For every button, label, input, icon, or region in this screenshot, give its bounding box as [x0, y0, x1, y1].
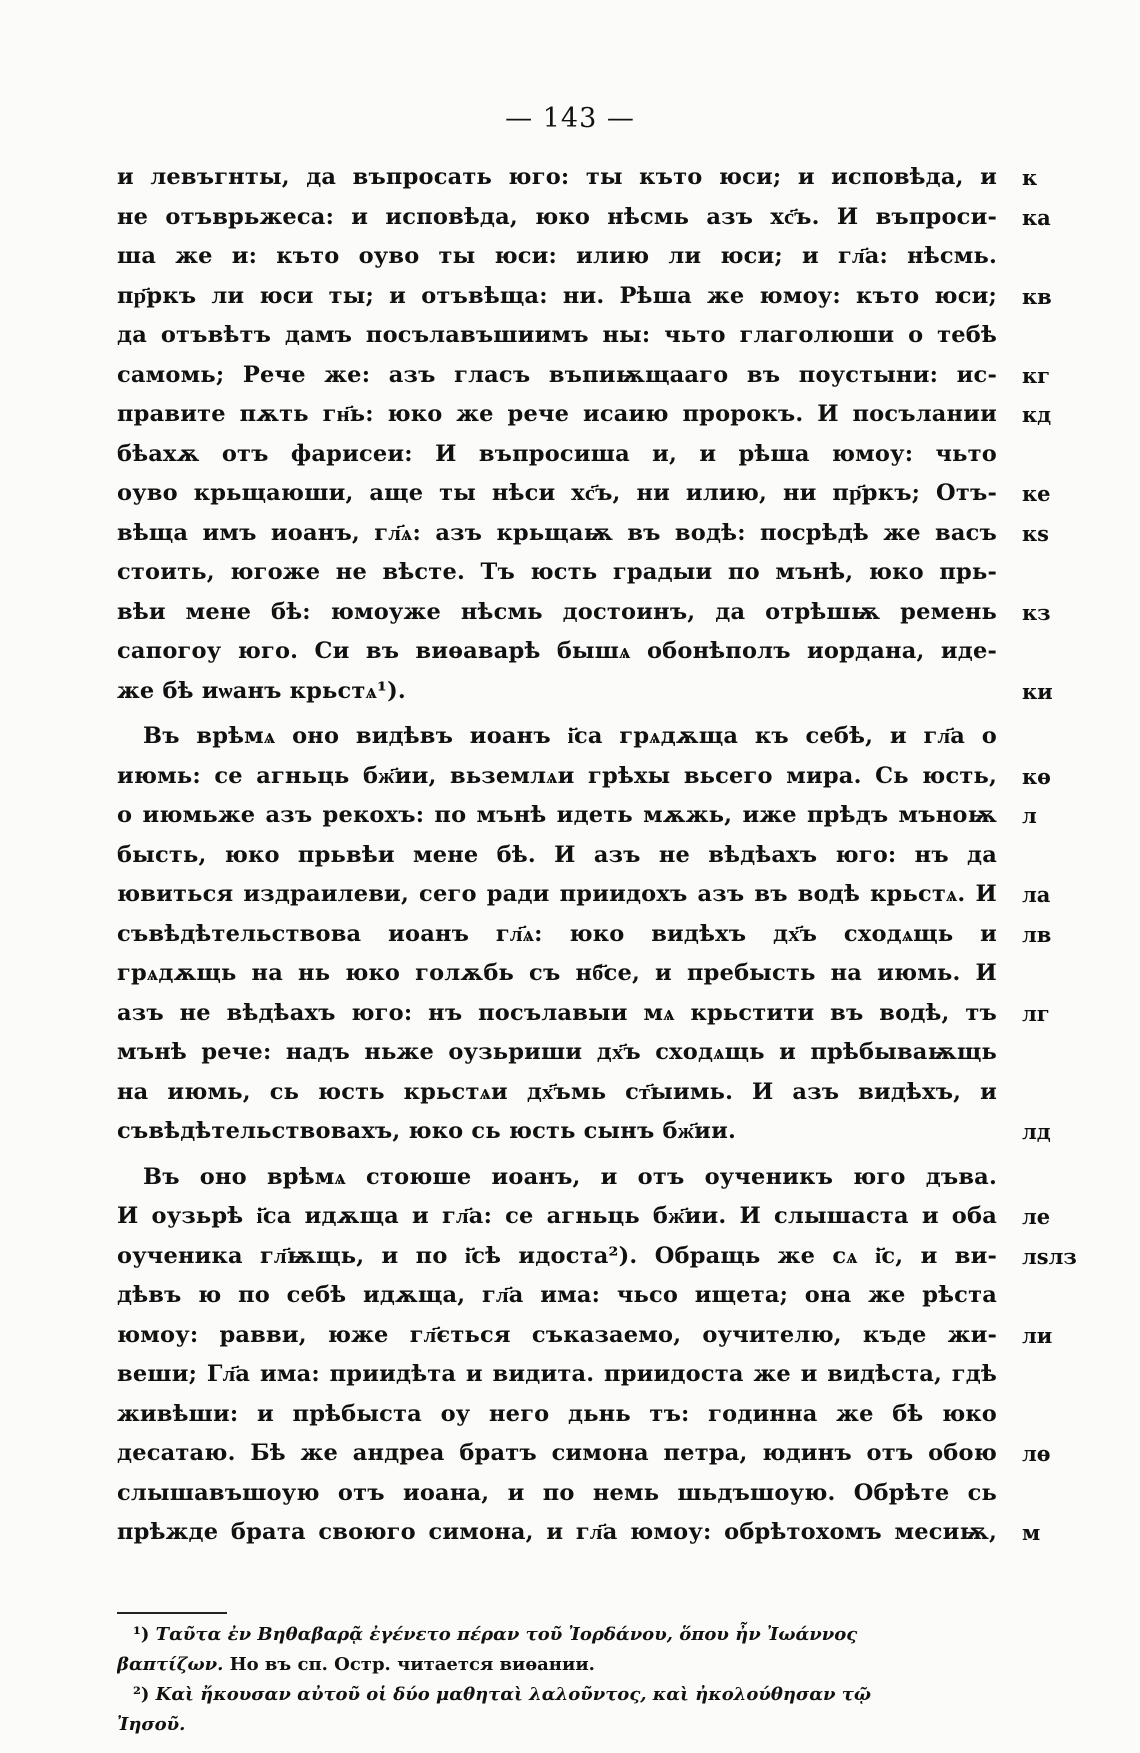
text-line: самомь; Рече же: азъ гласъ въпиѭщааго въ поустыни: ис-	[117, 361, 997, 388]
text-line: сапогоу юго. Си въ виѳаварѣ бышѧ обонѣполъ иордана, иде-	[117, 638, 997, 664]
text-line: ша же и: къто оуво ты юси: илию ли юси; и гл҃а: нѣсмь.	[117, 243, 997, 269]
footnote-marker: ²)	[133, 1684, 156, 1705]
verse-number	[1022, 1474, 1092, 1514]
verse-number	[1022, 1033, 1092, 1073]
verse-number	[1022, 717, 1092, 757]
text-line: И оузьрѣ і҃са идѫща и гл҃а: се агньць бж҃ии. И слышаста и оба	[117, 1203, 997, 1229]
text-line: оученика гл҃ѭщь, и по і҃сѣ идоста²). Обращь же сѧ і҃с, и ви-	[117, 1242, 997, 1269]
verse-number	[1022, 632, 1092, 672]
text-line: съвѣдѣтельствовахъ, юко сь юсть сынъ бж҃ии.	[117, 1118, 736, 1144]
text-line: оуво крьщаюши, аще ты нѣси хс҃ъ, ни илию, ни пр҃ркъ; Отъ-	[117, 480, 997, 506]
verse-number	[1022, 836, 1092, 876]
verse-number	[1022, 1395, 1092, 1435]
verse-number: ла	[1022, 882, 1051, 907]
text-line: живѣши: и прѣбыста оу него дьнь тъ: годинна же бѣ юко	[117, 1400, 997, 1427]
verse-number: лѕлз	[1022, 1243, 1077, 1269]
text-line: вѣща имъ иоанъ, гл҃ѧ: азъ крьщаѭ въ водѣ: посрѣдѣ же васъ	[117, 519, 997, 546]
verse-number: кг	[1022, 362, 1051, 388]
verse-number: лѳ	[1022, 1441, 1051, 1466]
text-line: дѣвъ ю по себѣ идѫща, гл҃а има: чьсо ищета; она же рѣста	[117, 1282, 997, 1308]
text-line: веши; Гл҃а има: приидѣта и видита. приидоста же и видѣста, гдѣ	[117, 1361, 997, 1387]
footnote-rule	[117, 1612, 227, 1614]
footnote-line	[117, 1650, 997, 1680]
text-line: мънѣ рече: надъ ньже оузьриши дх҃ъ сходѧщь и прѣбываѭщь	[117, 1039, 997, 1065]
page-number: — 143 —	[505, 103, 635, 134]
footnote-note: Но въ сп. Остр. читается виѳании.	[223, 1654, 595, 1675]
verse-number	[1022, 553, 1092, 593]
verse-number	[1022, 435, 1092, 475]
verse-number: ли	[1022, 1322, 1053, 1348]
footnote-text: Ταῦτα ἐν Βηθαβαρᾷ ἐγένετο πέραν τοῦ Ἰορδάνου, ὅπου ἦν Ἰωάννος	[155, 1624, 858, 1645]
footnote-text: βαπτίζων.	[117, 1654, 224, 1675]
verse-number: ле	[1022, 1204, 1051, 1229]
text-line: юмоу: равви, юже гл҃ється съказаемо, оучителю, къде жи-	[117, 1321, 997, 1348]
verse-number	[1022, 316, 1092, 356]
verse-markers-column	[1022, 158, 1092, 1553]
text-line: да отъвѣтъ дамъ посълавъшиимъ ны: чьто глаголюши о тебѣ	[117, 322, 997, 348]
verse-number: лв	[1022, 921, 1052, 947]
verse-number	[1022, 1276, 1092, 1316]
text-line: о июмьже азъ рекохъ: по мънѣ идеть мѫжь, иже прѣдъ мъноѭ	[117, 802, 997, 828]
verse-number: ки	[1022, 678, 1053, 704]
text-line: Въ оно врѣмѧ стоюше иоанъ, и отъ оученикъ юго дъва.	[143, 1163, 997, 1190]
footnote-marker: ¹)	[133, 1624, 156, 1645]
verse-number: кв	[1022, 283, 1052, 309]
text-line: на июмь, сь юсть крьстѧи дх҃ъмь ст҃ыимь. И азъ видѣхъ, и	[117, 1078, 997, 1105]
verse-number: л	[1022, 803, 1037, 828]
footnotes	[117, 1620, 997, 1740]
text-line: азъ не вѣдѣахъ юго: нъ посълавыи мѧ крьстити въ водѣ, тъ	[117, 999, 997, 1026]
verse-number: кѕ	[1022, 520, 1049, 546]
text-line: не отъврьжеса: и исповѣда, юко нѣсмь азъ хс҃ъ. И въпроси-	[117, 203, 997, 230]
text-line: правите пѫть гн҃ь: юко же рече исаию пророкъ. И посълании	[117, 401, 997, 427]
verse-number	[1022, 237, 1092, 277]
text-line: слышавъшоую отъ иоана, и по немь шьдъшоую. Обрѣте сь	[117, 1479, 997, 1506]
verse-number	[1022, 954, 1092, 994]
footnote-text: Ἰησοῦ.	[117, 1714, 186, 1735]
text-line: бѣахѫ отъ фарисеи: И въпросиша и, и рѣша юмоу: чьто	[117, 440, 997, 467]
verse-number: кд	[1022, 402, 1052, 427]
main-text	[117, 158, 997, 1553]
text-line: прѣжде брата своюго симона, и гл҃а юмоу: обрѣтохомъ месиѭ,	[117, 1519, 997, 1545]
footnote-line	[117, 1680, 997, 1710]
text-line: десатаю. Бѣ же андреа братъ симона петра, юдинъ отъ обою	[117, 1440, 997, 1466]
verse-number	[1022, 1355, 1092, 1395]
verse-number: кѳ	[1022, 763, 1051, 789]
verse-number: ка	[1022, 204, 1051, 230]
verse-number	[1022, 1073, 1092, 1113]
verse-number: лг	[1022, 1000, 1050, 1026]
text-line: и левъгнты, да въпросать юго: ты къто юси; и исповѣда, и	[117, 164, 997, 190]
text-line: июмь: се агньць бж҃ии, вьземлѧи грѣхы вьсего мира. Сь юсть,	[117, 762, 997, 789]
text-line: же бѣ иѡанъ крьстѧ¹).	[117, 677, 406, 704]
verse-number: м	[1022, 1520, 1041, 1545]
footnote-line	[117, 1620, 997, 1650]
verse-number	[1022, 1158, 1092, 1198]
text-line: ювиться издраилеви, сего ради приидохъ азъ въ водѣ крьстѧ. И	[117, 881, 997, 907]
verse-number: лд	[1022, 1119, 1051, 1144]
text-line: пр҃ркъ ли юси ты; и отъвѣща: ни. Рѣша же юмоу: къто юси;	[117, 282, 997, 309]
text-line: вѣи мене бѣ: юмоуже нѣсмь достоинъ, да отрѣшѭ ремень	[117, 598, 997, 625]
text-line: бысть, юко прьвѣи мене бѣ. И азъ не вѣдѣахъ юго: нъ да	[117, 841, 997, 868]
verse-number: к	[1022, 165, 1038, 190]
footnote-line	[117, 1710, 997, 1740]
verse-number: кз	[1022, 599, 1051, 625]
text-line: съвѣдѣтельствова иоанъ гл҃ѧ: юко видѣхъ дх҃ъ сходѧщь и	[117, 920, 997, 947]
verse-number: ке	[1022, 481, 1051, 506]
footnote-text: Καὶ ἤκουσαν αὐτοῦ οἱ δύο μαθηταὶ λαλοῦντος, καὶ ἠκολούθησαν τῷ	[155, 1684, 872, 1705]
text-line: стоить, югоже не вѣсте. Тъ юсть градыи по мънѣ, юко прь-	[117, 559, 997, 585]
text-line: Въ врѣмѧ оно видѣвъ иоанъ і҃са грѧдѫща къ себѣ, и гл҃а о	[143, 723, 997, 749]
text-line: грѧдѫщь на нь юко голѫбь съ нб҃се, и пребысть на июмь. И	[117, 960, 997, 986]
